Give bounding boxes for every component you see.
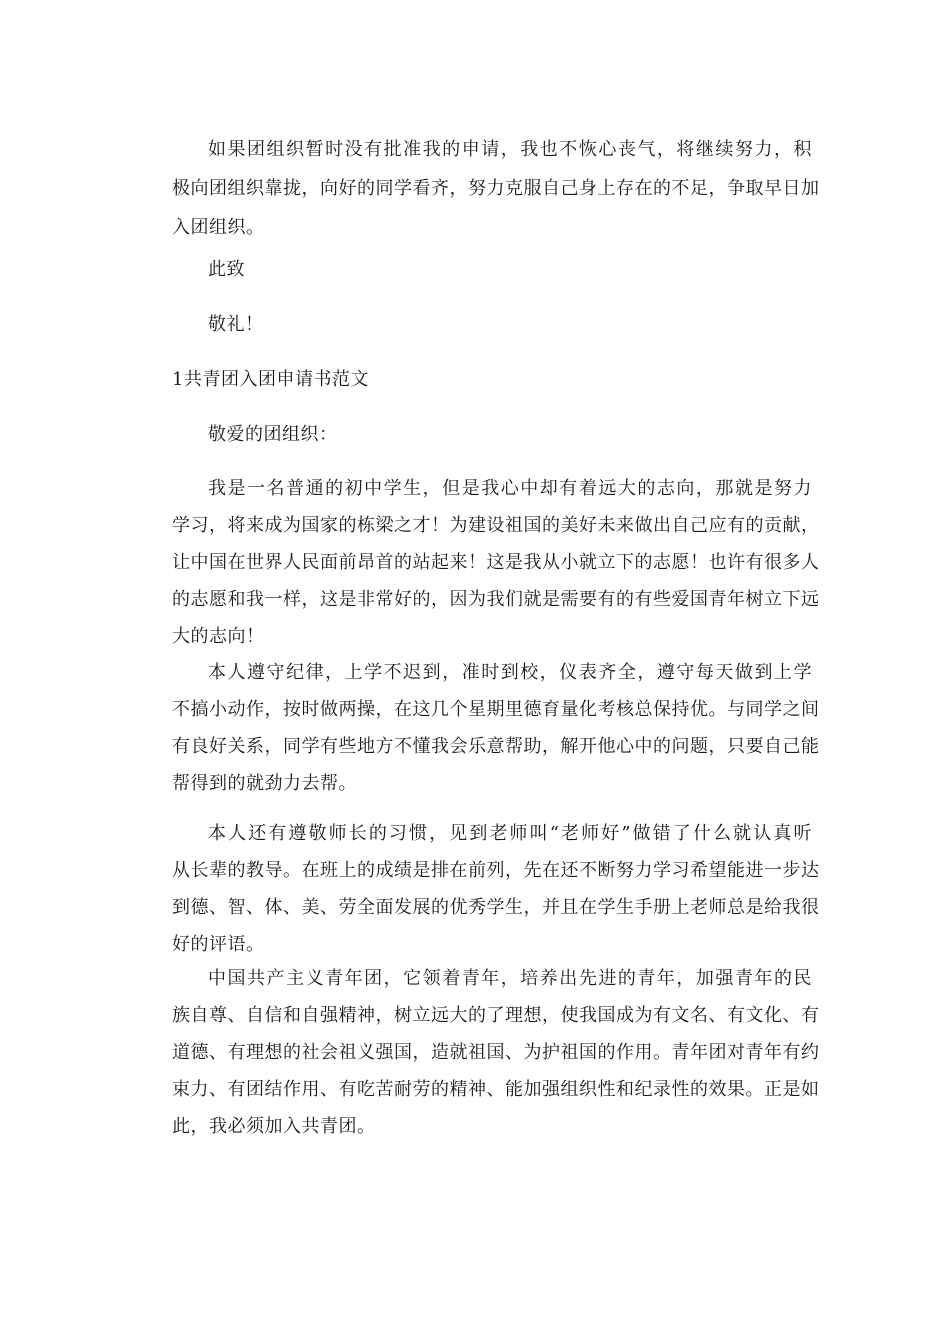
paragraph-5 bbox=[172, 960, 820, 1145]
paragraph-1-line-3: 入团组织。 bbox=[172, 217, 265, 238]
paragraph-3-line-4: 帮得到的就劲力去帮。 bbox=[172, 773, 357, 794]
paragraph-1-line-1: 如果团组织暂时没有批准我的申请，我也不恢心丧气，将继续努力，积 bbox=[208, 139, 812, 160]
paragraph-2-line-5: 大的志向！ bbox=[172, 626, 265, 647]
paragraph-4 bbox=[172, 815, 820, 963]
paragraph-3-line-3: 有良好关系，同学有些地方不懂我会乐意帮助，解开他心中的问题，只要自己能 bbox=[172, 736, 820, 757]
closing-greeting bbox=[172, 251, 812, 288]
paragraph-5-line-2: 族自尊、自信和自强精神，树立远大的了理想，使我国成为有文名、有文化、有 bbox=[172, 1005, 820, 1026]
paragraph-2-line-1: 我是一名普通的初中学生，但是我心中却有着远大的志向，那就是努力 bbox=[208, 478, 812, 499]
paragraph-2 bbox=[172, 470, 820, 655]
closing-cizhi: 此致 bbox=[208, 259, 245, 280]
section-title bbox=[172, 361, 812, 398]
paragraph-5-line-1: 中国共产主义青年团，它领着青年，培养出先进的青年，加强青年的民 bbox=[208, 968, 812, 989]
paragraph-5-line-4: 束力、有团结作用、有吃苦耐劳的精神、能加强组织性和纪录性的效果。正是如 bbox=[172, 1079, 820, 1100]
paragraph-3-line-2: 不搞小动作，按时做两操，在这几个星期里德育量化考核总保持优。与同学之间 bbox=[172, 699, 820, 720]
paragraph-4-line-1: 本人还有遵敬师长的习惯，见到老师叫“老师好”做错了什么就认真听 bbox=[208, 823, 812, 844]
paragraph-1 bbox=[172, 131, 820, 246]
paragraph-4-line-3: 到德、智、体、美、劳全面发展的优秀学生，并且在学生手册上老师总是给我很 bbox=[172, 897, 820, 918]
paragraph-3 bbox=[172, 654, 820, 802]
closing-jingli: 敬礼！ bbox=[208, 314, 264, 335]
section-title-text: 1共青团入团申请书范文 bbox=[172, 369, 369, 390]
paragraph-5-line-3: 道德、有理想的社会祖义强国，造就祖国、为护祖国的作用。青年团对青年有约 bbox=[172, 1042, 820, 1063]
paragraph-2-line-2: 学习，将来成为国家的栋梁之才！为建设祖国的美好未来做出自己应有的贡献， bbox=[172, 515, 820, 536]
paragraph-5-line-5: 此，我必须加入共青团。 bbox=[172, 1116, 376, 1137]
paragraph-4-line-2: 从长辈的教导。在班上的成绩是排在前列，先在还不断努力学习希望能进一步达 bbox=[172, 860, 820, 881]
paragraph-4-line-4: 好的评语。 bbox=[172, 934, 265, 955]
paragraph-3-line-1: 本人遵守纪律，上学不迟到，准时到校，仪表齐全，遵守每天做到上学 bbox=[208, 662, 812, 683]
salutation-text: 敬爱的团组织： bbox=[208, 424, 338, 445]
paragraph-1-line-2: 极向团组织靠拢，向好的同学看齐，努力克服自己身上存在的不足，争取早日加 bbox=[172, 178, 820, 199]
closing-salute bbox=[172, 306, 812, 343]
salutation bbox=[172, 416, 812, 453]
paragraph-2-line-4: 的志愿和我一样，这是非常好的，因为我们就是需要有的有些爱国青年树立下远 bbox=[172, 589, 820, 610]
paragraph-2-line-3: 让中国在世界人民面前昂首的站起来！这是我从小就立下的志愿！也许有很多人 bbox=[172, 552, 820, 573]
